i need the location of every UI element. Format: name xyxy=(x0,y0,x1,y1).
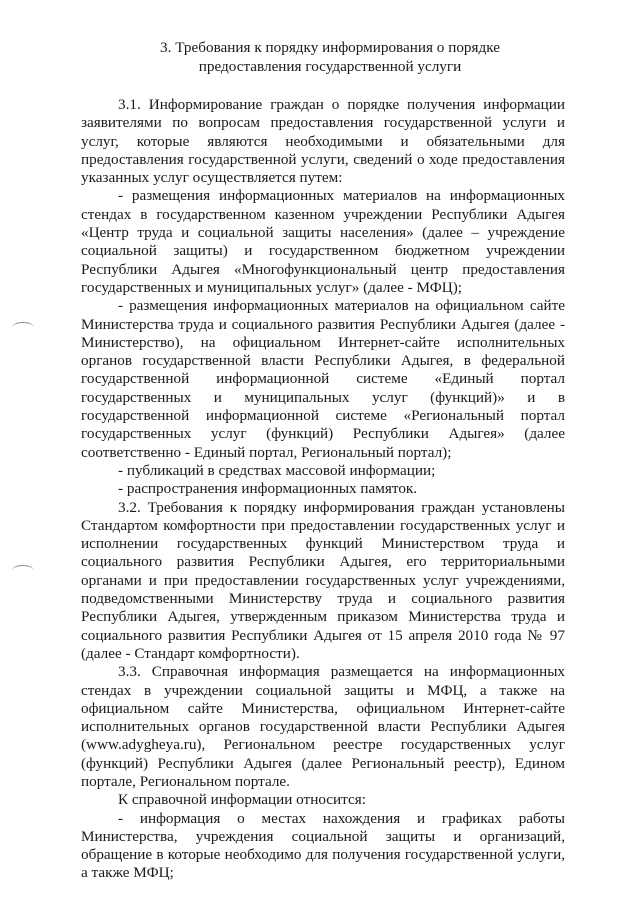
punch-hole-mark-top xyxy=(12,322,34,333)
section-title xyxy=(120,38,540,76)
punch-hole-mark-bottom xyxy=(12,565,34,576)
section-title-line-2: предоставления государственной услуги xyxy=(198,58,462,75)
paragraph-3-2: 3.2. Требования к порядку информирования граждан установлены Стандартом комфортности при предоставлении государственных услуг и исполнении государственных функций Министерством труда и социального развития Республики Адыгея, его территориальными органами и при предоставлении государственных услуг учреждениями, подведомственными Министерству труда и социального развития Республики Адыгея, утвержденным приказом Министерства труда и социального развития Республики Адыгея от 15 апреля 2010 года № 97 (далее - Стандарт комфортности). xyxy=(81,498,565,662)
section-title-line-1: 3. Требования к порядку информирования о порядке xyxy=(160,39,500,56)
paragraph-3-1: 3.1. Информирование граждан о порядке получения информации заявителями по вопросам предоставления государственной услуги и услуг, которые являются необходимыми и обязательными для предоставления государственной услуги, сведений о ходе предоставления указанных услуг осуществляется путем: xyxy=(81,96,565,187)
list-item-websites: - размещения информационных материалов на официальном сайте Министерства труда и социального развития Республики Адыгея (далее - Министерство), на официальном Интернет-сайте исполнительных органов государственной власти Республики Адыгея, в федеральной государственной информационной системе «Единый портал государственных и муниципальных услуг (функций)» и в государственной информационной системе «Региональный портал государственных услуг (функций) Республики Адыгея» (далее соответственно - Единый портал, Региональный портал); xyxy=(81,297,565,461)
list-item-media: - публикаций в средствах массовой информации; xyxy=(118,461,436,479)
list-item-locations: - информация о местах нахождения и графиках работы Министерства, учреждения социальной защиты и организаций, обращение в которые необходимо для получения государственной услуги, а также МФЦ; xyxy=(81,809,565,882)
list-item-leaflets: - распространения информационных памяток. xyxy=(118,480,418,498)
reference-info-intro: К справочной информации относится: xyxy=(118,791,366,809)
paragraph-3-3: 3.3. Справочная информация размещается на информационных стендах в учреждении социальной защиты и МФЦ, а также на официальном сайте Министерства, официальном Интернет-сайте исполнительных органов государственной власти Республики Адыгея (www.adygheya.ru), Региональном реестре государственных услуг (функций) Республики Адыгея (далее Региональный реестр), Едином портале, Региональном портале. xyxy=(81,663,565,790)
document-body xyxy=(81,96,565,883)
list-item-stands: - размещения информационных материалов на информационных стендах в государственном казенном учреждении Республики Адыгея «Центр труда и социальной защиты населения» (далее – учреждение социальной защиты) и государственном бюджетном учреждении Республики Адыгея «Многофункциональный центр предоставления государственных и муниципальных услуг» (далее - МФЦ); xyxy=(81,187,565,296)
